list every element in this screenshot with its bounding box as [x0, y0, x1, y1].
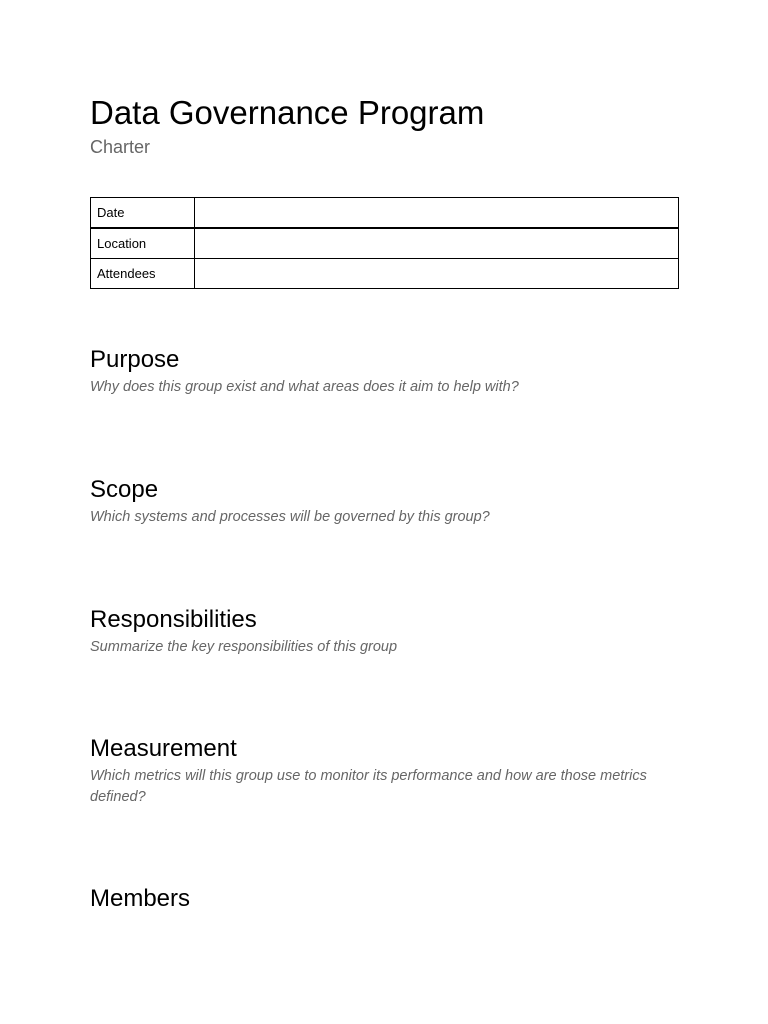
- meta-table: [90, 197, 679, 289]
- attendees-label: Attendees: [91, 259, 195, 289]
- date-label: Date: [91, 198, 195, 229]
- responsibilities-heading: Responsibilities: [90, 606, 257, 633]
- scope-section: [90, 475, 679, 528]
- table-row: [91, 259, 679, 289]
- responsibilities-section: [90, 605, 679, 658]
- measurement-prompt[interactable]: Which metrics will this group use to monitor its performance and how are those metrics defined?: [90, 768, 647, 805]
- scope-heading: Scope: [90, 476, 159, 503]
- members-heading: Members: [90, 885, 191, 912]
- responsibilities-prompt[interactable]: Summarize the key responsibilities of this group: [90, 639, 398, 655]
- location-label: Location: [91, 228, 195, 259]
- table-row: [91, 228, 679, 259]
- measurement-section: [90, 734, 679, 808]
- purpose-section: [90, 345, 679, 398]
- table-row: [91, 198, 679, 229]
- date-value-cell[interactable]: [195, 198, 679, 229]
- scope-prompt[interactable]: Which systems and processes will be governed by this group?: [90, 509, 490, 525]
- members-section: [90, 884, 679, 914]
- location-value-cell[interactable]: [195, 228, 679, 259]
- document-title: Data Governance Program: [90, 94, 485, 131]
- measurement-heading: Measurement: [90, 735, 237, 762]
- document-subtitle: Charter: [90, 137, 151, 157]
- attendees-value-cell[interactable]: [195, 259, 679, 289]
- purpose-prompt[interactable]: Why does this group exist and what areas does it aim to help with?: [90, 379, 519, 395]
- purpose-heading: Purpose: [90, 346, 180, 373]
